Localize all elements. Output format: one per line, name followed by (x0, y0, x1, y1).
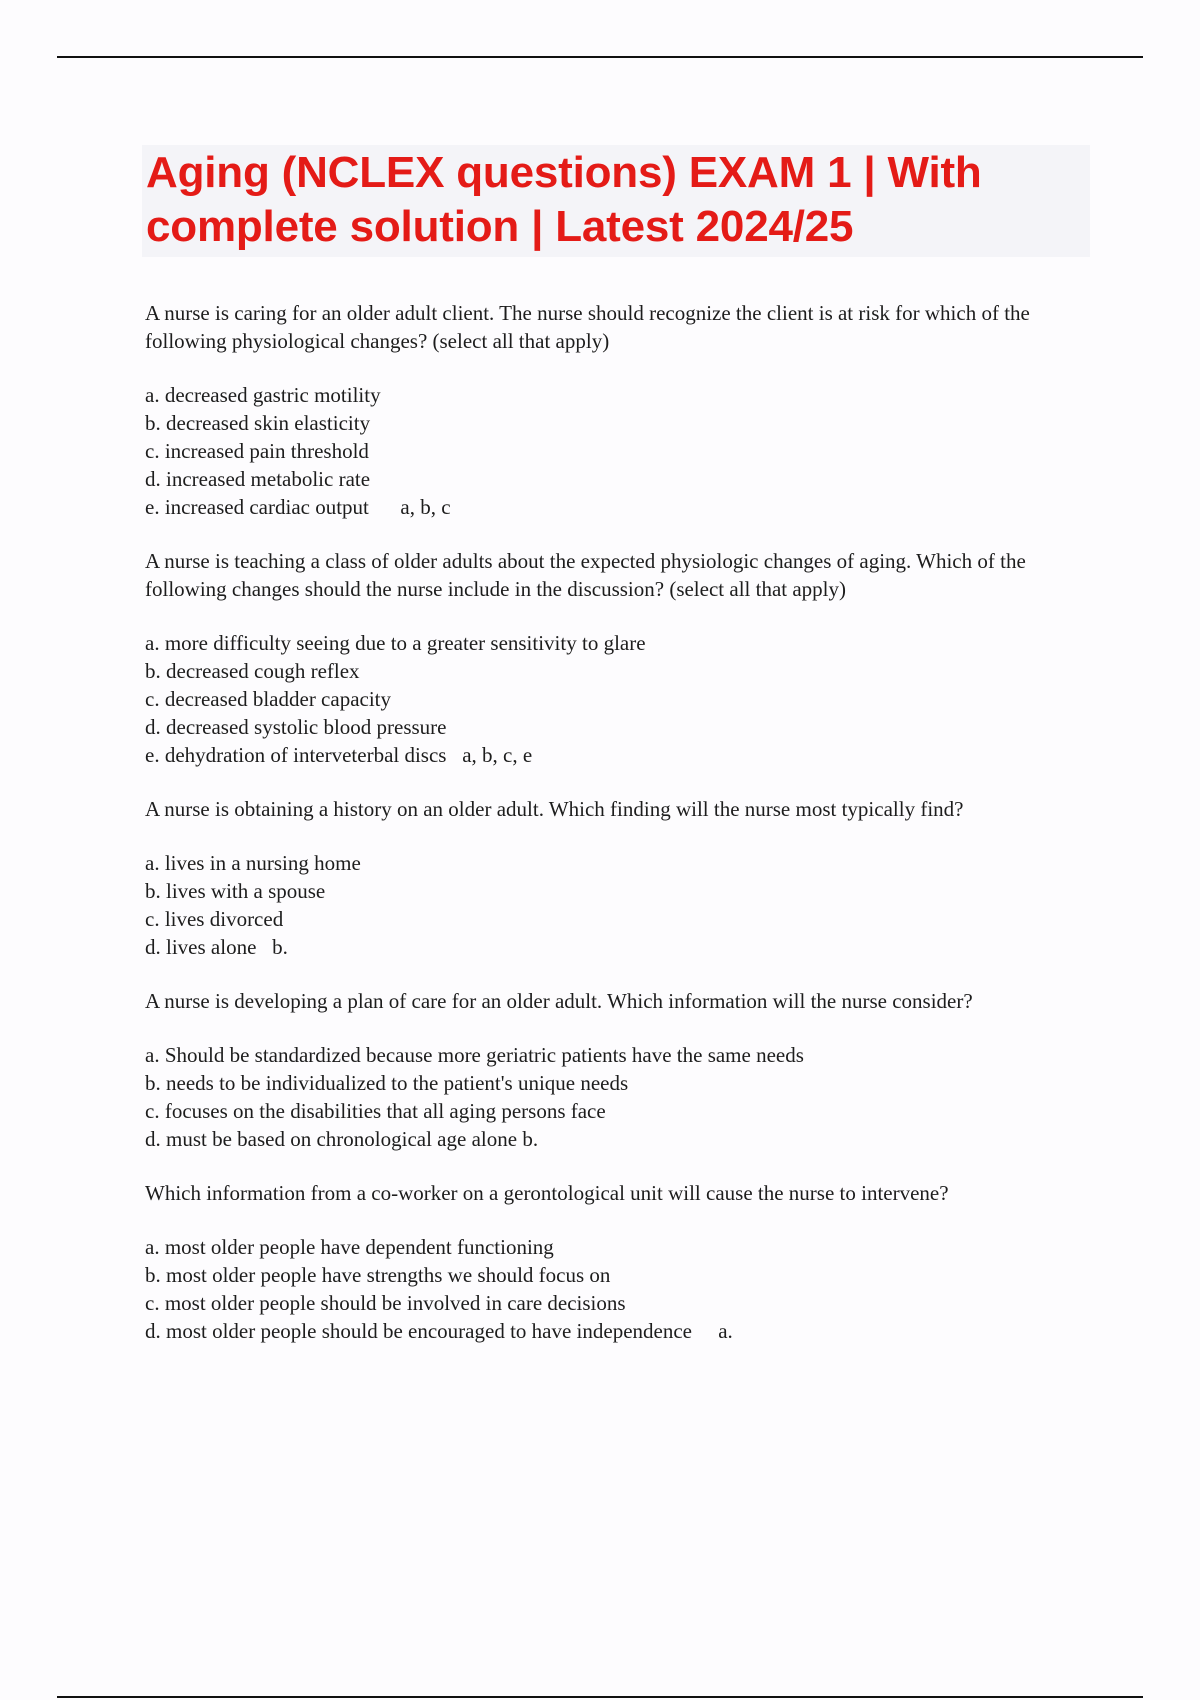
answer-key: b. (272, 935, 288, 959)
option-c: c. focuses on the disabilities that all aging persons face (145, 1099, 606, 1123)
option-c: c. lives divorced (145, 907, 284, 931)
option-a: a. more difficulty seeing due to a greater sensitivity to glare (145, 631, 646, 655)
option-e-row (145, 493, 1105, 521)
option-a: a. lives in a nursing home (145, 851, 361, 875)
question-1 (145, 299, 1105, 521)
option-c: c. decreased bladder capacity (145, 687, 392, 711)
option-b: b. needs to be individualized to the patient's unique needs (145, 1071, 629, 1095)
option-list (145, 849, 1105, 961)
option-list (145, 1041, 1105, 1153)
question-list (145, 299, 1105, 1371)
option-d-row (145, 1317, 1105, 1345)
option-a: a. decreased gastric motility (145, 383, 381, 407)
option-e: e. increased cardiac output (145, 495, 369, 519)
document-title: Aging (NCLEX questions) EXAM 1 | With complete solution | Latest 2024/25 (146, 148, 982, 251)
option-d: d. decreased systolic blood pressure (145, 715, 447, 739)
option-list (145, 1233, 1105, 1345)
option-list (145, 381, 1105, 521)
option-e: e. dehydration of interveterbal discs (145, 743, 447, 767)
option-d-row (145, 1125, 1105, 1153)
option-d: d. must be based on chronological age alone (145, 1127, 518, 1151)
option-a: a. most older people have dependent functioning (145, 1235, 554, 1259)
bottom-rule (57, 1696, 1143, 1698)
option-list (145, 629, 1105, 769)
answer-key: b. (522, 1127, 539, 1151)
question-3 (145, 795, 1105, 961)
option-d: d. most older people should be encouraged to have independence (145, 1319, 692, 1343)
question-stem: A nurse is teaching a class of older adults about the expected physiologic changes of aging. Which of the following changes should the nurse include in the discussion? (select all that apply) (145, 549, 1026, 601)
question-stem: Which information from a co-worker on a gerontological unit will cause the nurse to intervene? (145, 1181, 949, 1205)
option-c: c. most older people should be involved in care decisions (145, 1291, 626, 1315)
answer-key: a. (718, 1319, 733, 1343)
question-4 (145, 987, 1105, 1153)
option-b: b. lives with a spouse (145, 879, 326, 903)
option-e-row (145, 741, 1105, 769)
option-d: d. lives alone (145, 935, 257, 959)
top-rule (57, 56, 1143, 58)
option-d: d. increased metabolic rate (145, 467, 371, 491)
option-b: b. decreased cough reflex (145, 659, 360, 683)
option-c: c. increased pain threshold (145, 439, 369, 463)
answer-key: a, b, c (400, 495, 451, 519)
question-stem: A nurse is caring for an older adult client. The nurse should recognize the client is at risk for which of the following physiological changes? (select all that apply) (145, 301, 1030, 353)
option-a: a. Should be standardized because more geriatric patients have the same needs (145, 1043, 804, 1067)
option-d-row (145, 933, 1105, 961)
question-5 (145, 1179, 1105, 1345)
answer-key: a, b, c, e (462, 743, 533, 767)
option-b: b. decreased skin elasticity (145, 411, 371, 435)
option-b: b. most older people have strengths we should focus on (145, 1263, 611, 1287)
question-2 (145, 547, 1105, 769)
question-stem: A nurse is developing a plan of care for an older adult. Which information will the nurse consider? (145, 989, 973, 1013)
question-stem: A nurse is obtaining a history on an older adult. Which finding will the nurse most typically find? (145, 797, 964, 821)
